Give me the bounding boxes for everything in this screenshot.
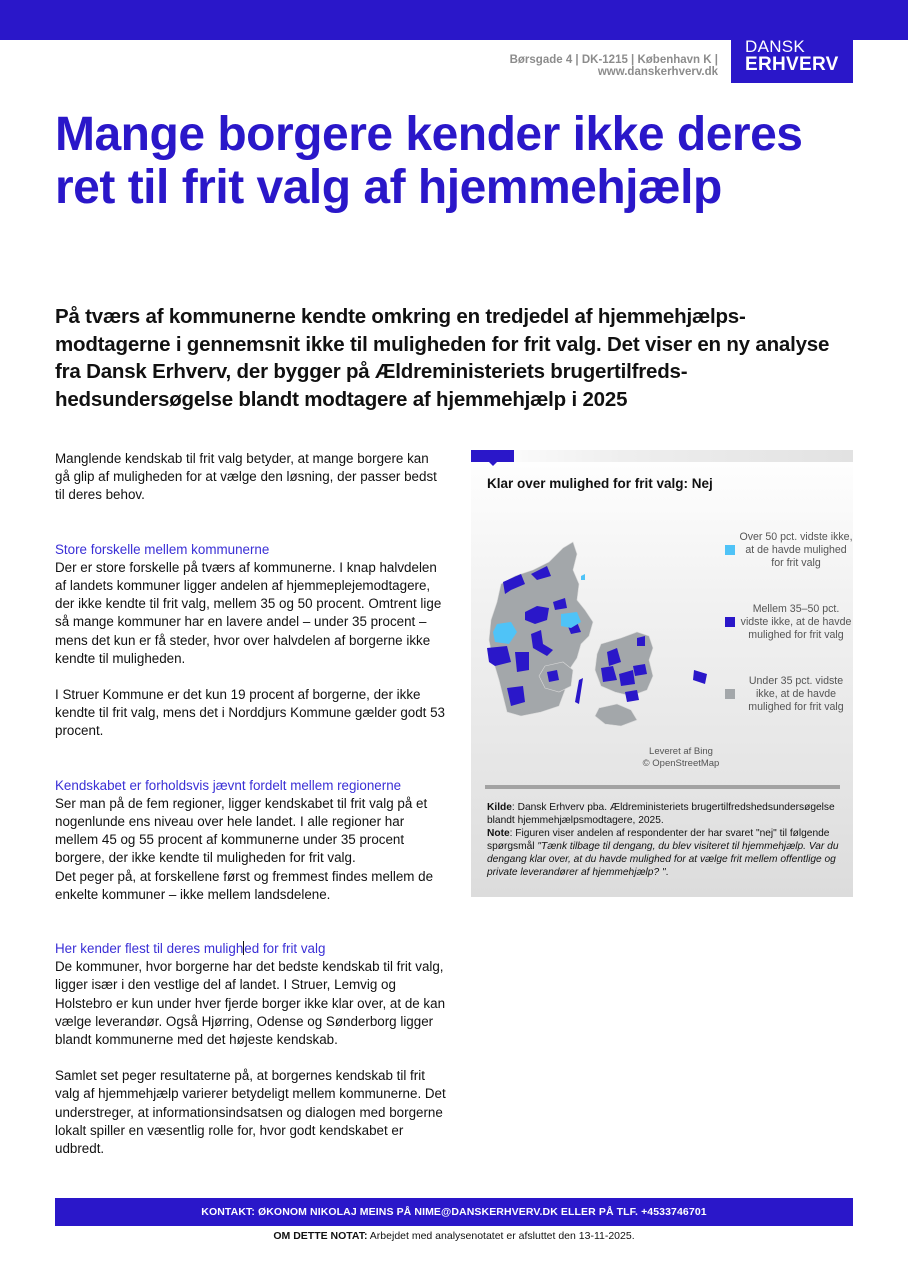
denmark-municipality-map[interactable] (481, 540, 721, 735)
figure-tab-notch (489, 462, 497, 466)
section-paragraph: Samlet set peger resultaterne på, at borgernes kendskab til frit valg af hjemmehjælp varierer betydeligt mellem kommunerne. Det understreger, at informationsindsatsen og dialogen med borgerne lokalt spiller en væsentlig rolle for, hvor godt kendskabet er udbredt. (55, 1068, 446, 1157)
page-title: Mange borgere kender ikke deres ret til frit valg af hjemmehjælp (55, 108, 803, 214)
source-label: Kilde (487, 802, 512, 813)
attribution-bing: Leveret af Bing (649, 746, 713, 757)
figure-divider (485, 785, 840, 789)
legend-swatch-blue (725, 617, 735, 627)
section-heading-kommuner: Store forskelle mellem kommunerne (55, 541, 270, 557)
dansk-erhverv-logo[interactable] (731, 37, 853, 83)
about-label: OM DETTE NOTAT: (273, 1230, 368, 1242)
section-paragraph: Der er store forskelle på tværs af kommunerne. I knap halvdelen af landets kommuner ligger andelen af hjemmeplejemodtagere, der ikke kendte til frit valg, mellem 35 og 50 procent. Omtrent lige så mange kommuner har en lavere andel – under 35 procent – mens det kun er få steder, hvor over halvdelen af borgerne ikke kendte til muligheden. (55, 559, 442, 666)
note-label: Note (487, 828, 510, 839)
source-text: : Dansk Erhverv pba. Ældreministeriets brugertilfredshedsundersøgelse blandt hjemmehjælpsmodtagere, 2025. (487, 802, 835, 826)
note-end: . (665, 867, 669, 878)
map-attribution (621, 746, 741, 770)
intro-paragraph: Manglende kendskab til frit valg betyder, at mange borgere kan gå glip af muligheden for at vælge den løsning, der passer bedst til deres behov. (55, 451, 437, 503)
about-text: Arbejdet med analysenotatet er afsluttet den 13-11-2025. (367, 1230, 635, 1242)
municipality-35-50 (547, 670, 559, 682)
municipality-35-50 (633, 664, 647, 676)
legend-item-under-35 (725, 658, 853, 730)
legend-item-35-50 (725, 586, 853, 658)
municipality-35-50 (575, 678, 583, 704)
municipality-35-50 (625, 690, 639, 702)
heading-text-part: ed for frit valg (244, 941, 326, 957)
heading-text-part: Her kender flest til deres muligh (55, 941, 244, 957)
figure-top-bar (471, 450, 853, 462)
logo-text-dansk: DANSK (745, 37, 806, 56)
section-paragraph: De kommuner, hvor borgerne har det bedste kendskab til frit valg, ligger især i den vestlige del af landet. I Struer, Lemvig og Holstebro er kun under hver fjerde borger ikke klar over, at de kan vælge leverandør. Også Hjørring, Odense og Sønderborg ligger blandt kommunerne med det højeste kendskab. (55, 959, 446, 1048)
attribution-osm[interactable]: © OpenStreetMap (642, 758, 720, 769)
logo-text-erhverv: ERHVERV (745, 54, 839, 75)
figure-tab-marker (471, 450, 514, 462)
map-legend (725, 514, 853, 730)
note-question-quote: "Tænk tilbage til dengang, du blev visiteret til hjemmehjælp. Var du dengang klar over, at du havde mulighed for at vælge frit mellem offentlige og private leverandører af hjemmehjælp? " (487, 841, 839, 878)
map-figure-panel (471, 450, 853, 897)
legend-label: Over 50 pct. vidste ikke, at de havde mulighed for frit valg (739, 530, 853, 569)
top-brand-band (0, 0, 908, 40)
section-heading-flest-kender[interactable] (55, 940, 447, 958)
organization-address: Børsgade 4 | DK-1215 | København K | www.danskerhverv.dk (509, 54, 718, 78)
legend-swatch-light-blue (725, 545, 735, 555)
section-paragraph: Det peger på, at forskellene først og fremmest findes mellem de enkelte kommuner – ikke mellem landsdelene. (55, 868, 434, 902)
section-paragraph: I Struer Kommune er det kun 19 procent af borgerne, der ikke kendte til frit valg, mens det i Norddjurs Kommune gælder godt 53 procent. (55, 687, 446, 739)
legend-item-over-50 (725, 514, 853, 586)
figure-source-notes (487, 801, 842, 879)
legend-label: Under 35 pct. vidste ikke, at de havde mulighed for frit valg (748, 674, 844, 713)
article-body (55, 450, 447, 1158)
footer-contact-bar[interactable]: KONTAKT: ØKONOM NIKOLAJ MEINS PÅ NIME@DANSKERHVERV.DK ELLER PÅ TLF. +4533746701 (55, 1198, 853, 1226)
note-text: : Figuren viser andelen af respondenter der har svaret "nej" til følgende spørgsmål (487, 828, 830, 852)
municipality-35-50 (515, 652, 529, 672)
section-paragraph: Ser man på de fem regioner, ligger kendskabet til frit valg på et nogenlunde ens niveau over hele landet. I alle regioner har mellem 45 og 55 procent af kommunerne under 35 procent borgere, der ikke kendte til muligheden for frit valg. (55, 795, 428, 866)
lolland-falster-region (595, 704, 637, 726)
legend-swatch-grey (725, 689, 735, 699)
footer-about-note (55, 1230, 853, 1242)
figure-title: Klar over mulighed for frit valg: Nej (487, 476, 713, 491)
section-heading-regioner: Kendskabet er forholdsvis jævnt fordelt mellem regionerne (55, 777, 402, 793)
municipality-over-50 (581, 574, 585, 580)
bornholm-municipality-35-50 (693, 670, 707, 684)
legend-label: Mellem 35–50 pct. vidste ikke, at de havde mulighed for frit valg (740, 602, 852, 641)
lead-paragraph: På tværs af kommunerne kendte omkring en tredjedel af hjemmehjælps-modtagerne i gennemsnit ikke til muligheden for frit valg. Det viser en ny analyse fra Dansk Erhverv, der bygger på Ældreministeriets brugertilfreds-hedsundersøgelse blandt modtagere af hjemmehjælp i 2025 (55, 305, 830, 411)
